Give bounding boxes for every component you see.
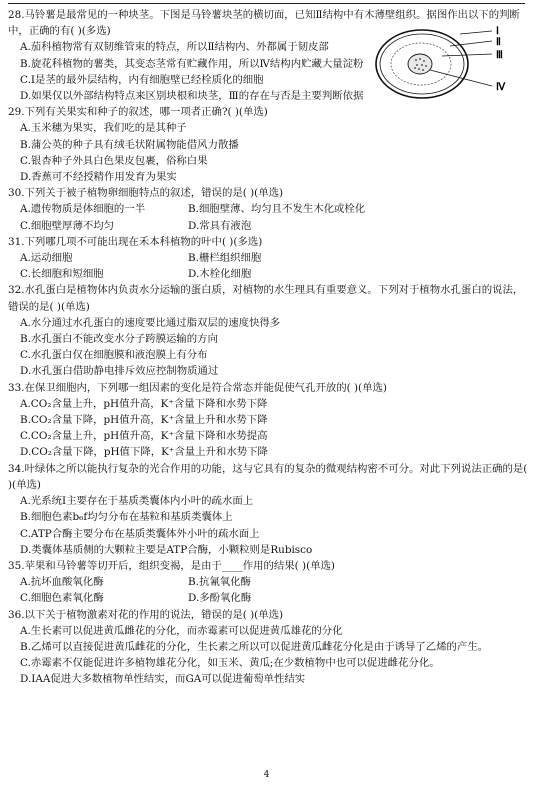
- question-33: [8, 380, 528, 461]
- pointer-line-I: [460, 31, 492, 34]
- question-28-stem: 28.马铃薯是最常见的一种块茎。下图是马铃薯块茎的横切面，已知Ⅱ结构中有木薄壁组织。据图作出以下的判断中，正确的有( )(多选): [8, 9, 520, 38]
- question-30-option-d: D.常具有液泡: [188, 219, 252, 232]
- question-30-option-b: B.细胞壁薄、均匀且不发生木化或栓化: [188, 203, 366, 216]
- question-35-stem: 35.苹果和马铃薯等切开后，组织变褐，是由于____作用的结果( )(单选): [8, 559, 335, 572]
- potato-tuber-cross-section-diagram: [372, 24, 512, 102]
- question-32-option-a: A.水分通过水孔蛋白的速度要比通过脂双层的速度快得多: [20, 316, 281, 329]
- question-32-option-c: C.水孔蛋白仅在细胞膜和液泡膜上有分布: [20, 349, 208, 362]
- question-31-option-d: D.木栓化细胞: [188, 268, 252, 281]
- question-31-stem: 31.下列哪几项不可能出现在禾本科植物的叶中( )(多选): [8, 235, 263, 248]
- question-35-option-d: D.多酚氧化酶: [188, 592, 252, 605]
- question-35: [8, 558, 528, 607]
- question-34-option-d: D.类囊体基质侧的大颗粒主要是ATP合酶，小颗粒则是Rubisco: [20, 543, 313, 556]
- question-30: [8, 185, 528, 234]
- question-29-option-b: B.蒲公英的种子具有绒毛状附属物能借风力散播: [20, 138, 239, 151]
- question-30-stem: 30.下列关于被子植物卵细胞特点的叙述，错误的是( )(单选): [8, 187, 284, 200]
- question-33-option-c: C.CO₂含量上升，pH值升高，K⁺含量下降和水势提高: [20, 430, 268, 443]
- question-28-option-d: D.如果仅以外部结构特点来区别块根和块茎，Ⅲ的存在与否是主要判断依据: [20, 90, 364, 103]
- label-III: Ⅲ: [496, 50, 503, 61]
- label-I: Ⅰ: [496, 26, 499, 37]
- question-31-option-c: C.长细胞和短细胞: [20, 268, 104, 281]
- label-IV: Ⅳ: [496, 82, 506, 93]
- question-29: [8, 104, 528, 185]
- question-36-stem: 36.以下关于植物激素对花的作用的说法，错误的是( )(单选): [8, 608, 284, 621]
- question-36-option-b: B.乙烯可以直接促进黄瓜雌花的分化，生长素之所以可以促进黄瓜雌花分化是由于诱导了乙烯的产生。: [20, 640, 489, 653]
- question-36-option-d: D.IAA促进大多数植物单性结实，而GA可以促进葡萄单性结实: [20, 673, 306, 686]
- question-33-stem: 33.在保卫细胞内，下列哪一组因素的变化是符合常态并能促使气孔开放的( )(单选): [8, 381, 387, 394]
- pointer-line-IV: [430, 70, 492, 86]
- label-II: Ⅱ: [496, 37, 501, 48]
- question-34-option-c: C.ATP合酶主要分布在基质类囊体外小叶的疏水面上: [20, 527, 260, 540]
- question-32-stem: 32.水孔蛋白是植物体内负责水分运输的蛋白质，对植物的水生理具有重要意义。下列对于植物水孔蛋白的说法，错误的是( )(单选): [8, 284, 524, 313]
- question-29-option-d: D.香蕉可不经授精作用发育为果实: [20, 171, 177, 184]
- question-29-option-c: C.银杏种子外具白色果皮包裹，俗称白果: [20, 154, 208, 167]
- question-35-option-b: B.抗氰氧化酶: [188, 576, 251, 589]
- question-28-option-c: C.Ⅰ是茎的最外层结构，内有细胞壁已经栓质化的细胞: [20, 73, 264, 86]
- question-28-option-b: B.旋花科植物的薯类，其变态茎常有贮藏作用，所以Ⅳ结构内贮藏大量淀粉: [20, 57, 364, 70]
- question-35-option-c: C.细胞色素氧化酶: [20, 592, 104, 605]
- question-31: [8, 234, 528, 283]
- question-32-option-b: B.水孔蛋白不能改变水分子跨膜运输的方向: [20, 333, 218, 346]
- question-32: [8, 282, 528, 379]
- page-number: 4: [263, 770, 270, 780]
- question-36: [8, 607, 528, 688]
- tuber-pith: [408, 54, 432, 74]
- question-29-option-a: A.玉米穗为果实，我们吃的是其种子: [20, 122, 187, 135]
- question-35-option-a: A.抗坏血酸氧化酶: [20, 576, 104, 589]
- question-36-option-a: A.生长素可以促进黄瓜雌花的分化，而赤霉素可以促进黄瓜雄花的分化: [20, 624, 343, 637]
- question-sheet: [8, 7, 528, 688]
- question-30-option-c: C.细胞壁厚薄不均匀: [20, 219, 115, 232]
- question-34: [8, 461, 528, 558]
- question-34-option-b: B.细胞色素b₆f均匀分布在基粒和基质类囊体上: [20, 511, 233, 524]
- question-34-stem: 34.叶绿体之所以能执行复杂的光合作用的功能，这与它具有的复杂的微观结构密不可分。对此下列说法正确的是( )(单选): [8, 462, 528, 491]
- question-33-option-d: D.CO₂含量下降，pH值下降，K⁺含量上升和水势下降: [20, 446, 268, 459]
- question-34-option-a: A.光系统Ⅰ主要存在于基质类囊体内小叶的疏水面上: [20, 495, 254, 508]
- question-33-option-b: B.CO₂含量下降，pH值升高，K⁺含量上升和水势下降: [20, 414, 268, 427]
- question-28-option-a: A.茄科植物常有双韧维管束的特点，所以Ⅱ结构内、外都属于韧皮部: [20, 41, 329, 54]
- question-30-option-a: A.遗传物质是体细胞的一半: [20, 203, 146, 216]
- question-33-option-a: A.CO₂含量上升，pH值升高，K⁺含量下降和水势下降: [20, 397, 268, 410]
- top-rule: [8, 3, 525, 4]
- question-29-stem: 29.下列有关果实和种子的叙述，哪一项者正确?( )(单选): [8, 106, 268, 119]
- question-32-option-d: D.水孔蛋白借助静电排斥效应控制物质通过: [20, 365, 219, 378]
- question-31-option-b: B.栅栏组织细胞: [188, 252, 262, 265]
- question-36-option-c: C.赤霉素不仅能促进许多植物雄花分化，如玉米、黄瓜;在少数植物中也可以促进雌花分化。: [20, 657, 440, 670]
- question-31-option-a: A.运动细胞: [20, 252, 73, 265]
